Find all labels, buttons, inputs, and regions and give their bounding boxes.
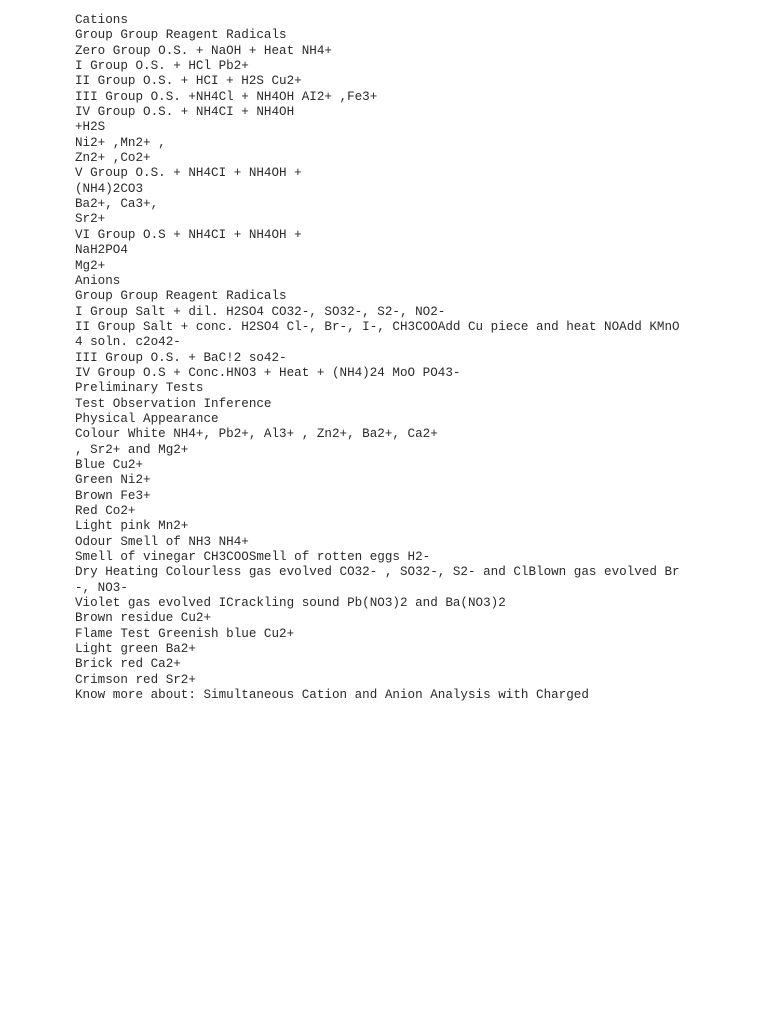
text-line: IV Group O.S + Conc.HNO3 + Heat + (NH4)24 MoO PO43- — [75, 365, 461, 380]
text-line: Physical Appearance — [75, 411, 219, 426]
text-line: I Group O.S. + HCl Pb2+ — [75, 59, 249, 74]
know-more-link[interactable]: Know more about: Simultaneous Cation and Anion Analysis with Charged — [75, 688, 589, 703]
text-line: Brown residue Cu2+ — [75, 611, 212, 626]
text-line: Light pink Mn2+ — [75, 519, 189, 534]
text-line: Violet gas evolved ICrackling sound Pb(NO3)2 and Ba(NO3)2 — [75, 596, 506, 611]
text-line: Light green Ba2+ — [75, 642, 196, 657]
text-line: NaH2PO4 — [75, 243, 128, 258]
text-line: Crimson red Sr2+ — [75, 672, 196, 687]
text-line: 4 soln. c2o42- — [75, 335, 181, 350]
text-line: I Group Salt + dil. H2SO4 CO32-, SO32-, S2-, NO2- — [75, 304, 446, 319]
text-line: Green Ni2+ — [75, 473, 151, 488]
text-line: Ba2+, Ca3+, — [75, 197, 159, 212]
text-line: III Group O.S. + BaC!2 so42- — [75, 350, 287, 365]
text-line: Zn2+ ,Co2+ — [75, 151, 151, 166]
text-line: Smell of vinegar CH3COOSmell of rotten eggs H2- — [75, 550, 431, 565]
tests-table-header: Test Observation Inference — [75, 396, 272, 411]
text-line: -, NO3- — [75, 580, 128, 595]
text-line: Brown Fe3+ — [75, 488, 151, 503]
text-line: Dry Heating Colourless gas evolved CO32- , SO32-, S2- and ClBlown gas evolved Br — [75, 565, 680, 580]
anions-heading: Anions — [75, 273, 121, 288]
text-line: IV Group O.S. + NH4CI + NH4OH — [75, 105, 295, 120]
document-body — [75, 13, 755, 703]
text-line: III Group O.S. +NH4Cl + NH4OH AI2+ ,Fe3+ — [75, 89, 378, 104]
text-line: Odour Smell of NH3 NH4+ — [75, 534, 249, 549]
text-line: Brick red Ca2+ — [75, 657, 181, 672]
cations-table-header: Group Group Reagent Radicals — [75, 28, 287, 43]
preliminary-tests-heading: Preliminary Tests — [75, 381, 204, 396]
text-line: VI Group O.S + NH4CI + NH4OH + — [75, 227, 302, 242]
text-line: II Group O.S. + HCI + H2S Cu2+ — [75, 74, 302, 89]
text-line: Ni2+ ,Mn2+ , — [75, 135, 166, 150]
cations-heading: Cations — [75, 13, 128, 27]
text-line: Blue Cu2+ — [75, 457, 144, 472]
anions-table-header: Group Group Reagent Radicals — [75, 289, 287, 304]
text-line: Flame Test Greenish blue Cu2+ — [75, 626, 295, 641]
text-line: II Group Salt + conc. H2SO4 Cl-, Br-, I-, CH3COOAdd Cu piece and heat NOAdd KMnO — [75, 319, 680, 334]
text-line: (NH4)2CO3 — [75, 181, 144, 196]
text-line: Red Co2+ — [75, 504, 136, 518]
text-line: Zero Group O.S. + NaOH + Heat NH4+ — [75, 43, 332, 58]
text-line: Mg2+ — [75, 258, 106, 273]
text-line: Colour White NH4+, Pb2+, Al3+ , Zn2+, Ba2+, Ca2+ — [75, 427, 438, 442]
text-line: , Sr2+ and Mg2+ — [75, 442, 189, 457]
text-line: +H2S — [75, 120, 106, 135]
text-line: Sr2+ — [75, 212, 106, 227]
text-line: V Group O.S. + NH4CI + NH4OH + — [75, 166, 302, 181]
